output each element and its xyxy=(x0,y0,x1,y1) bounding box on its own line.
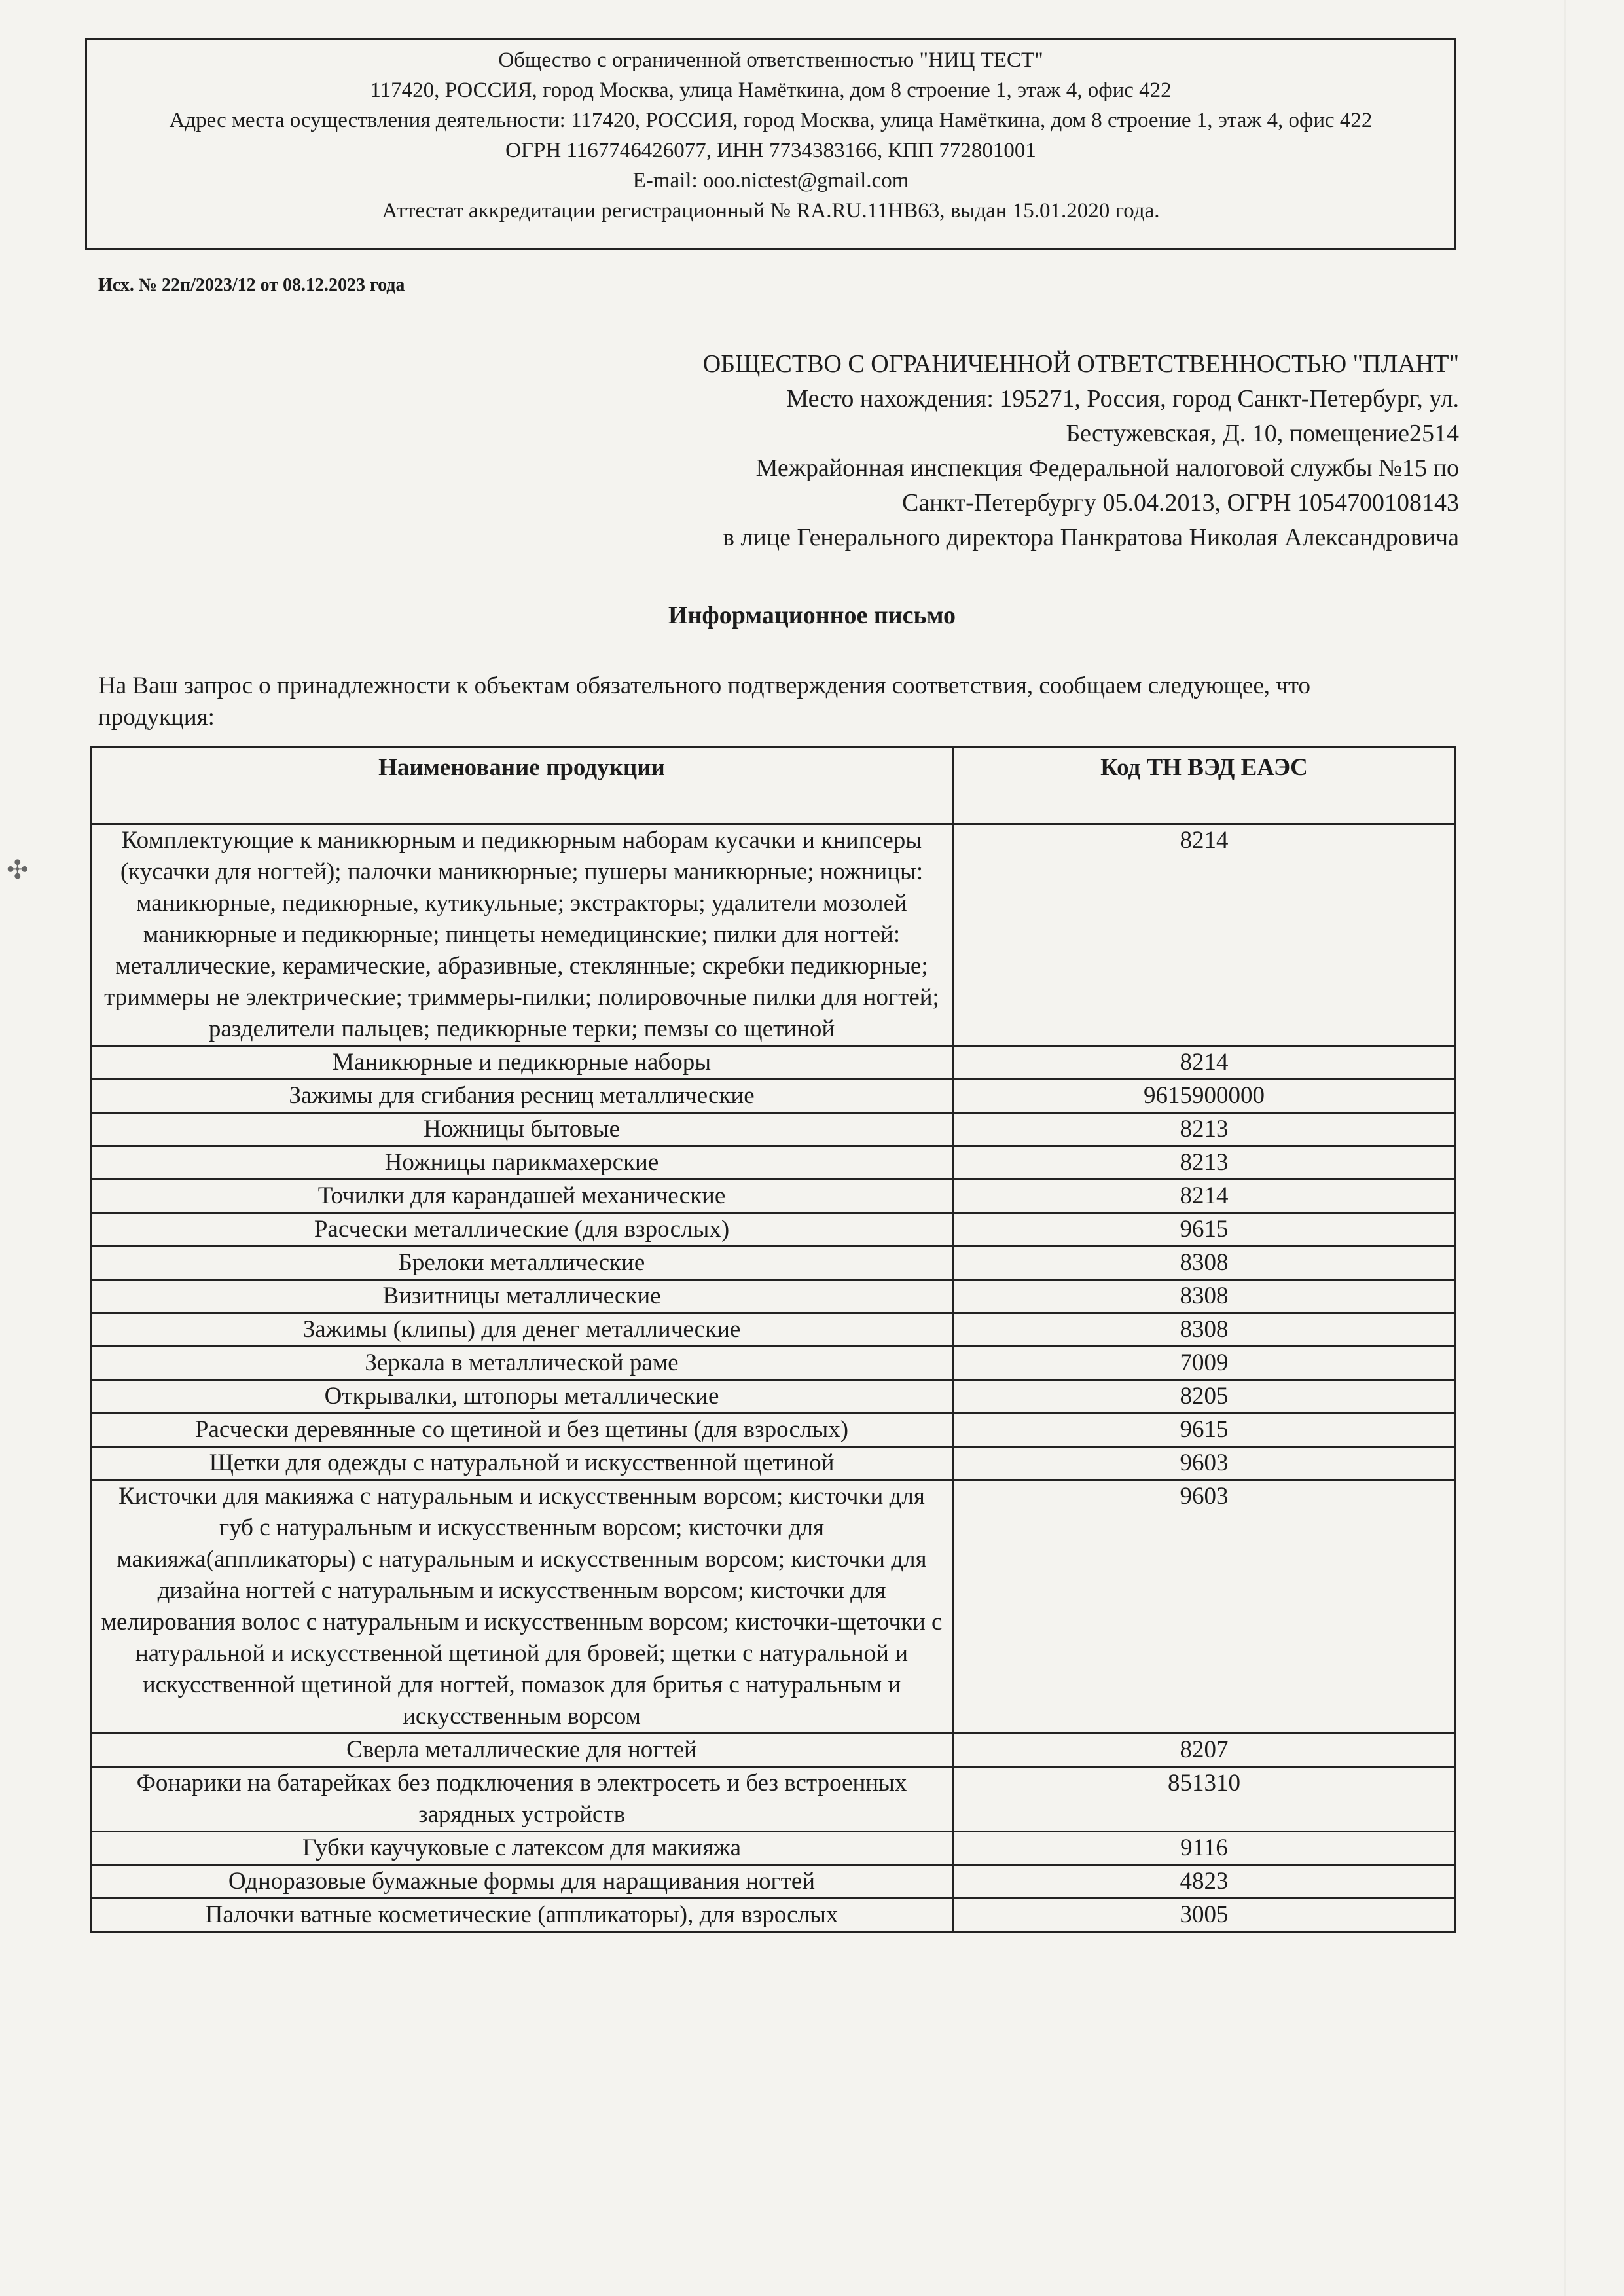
product-code-cell: 7009 xyxy=(953,1347,1456,1380)
recipient-ogrn: Санкт-Петербургу 05.04.2013, ОГРН 1054700108143 xyxy=(901,489,1459,517)
product-code-cell: 3005 xyxy=(953,1899,1456,1932)
product-code-cell: 8308 xyxy=(953,1247,1456,1280)
table-row xyxy=(91,1413,1456,1447)
table-row xyxy=(91,1380,1456,1413)
product-name-cell: Сверла металлические для ногтей xyxy=(91,1734,953,1767)
sender-email: E-mail: ooo.nictest@gmail.com xyxy=(632,169,909,192)
product-name-cell: Зажимы (клипы) для денег металлические xyxy=(91,1313,953,1347)
product-name-cell: Точилки для карандашей механические xyxy=(91,1180,953,1213)
table-row xyxy=(91,1247,1456,1280)
product-code-cell: 9615 xyxy=(953,1413,1456,1447)
product-name-cell: Комплектующие к маникюрным и педикюрным наборам кусачки и книпсеры (кусачки для ногтей); палочки маникюрные; пушеры маникюрные; ножницы: маникюрные, педикюрные, кутикульные; экстракторы; удалители мозолей маникюрные и педикюрные; пинцеты немедицинские; пилки для ногтей: металлические, керамические, абразивные, стеклянные; скребки педикюрные; триммеры не электрические; триммеры-пилки; полировочные пилки для ногтей; разделители пальцев; педикюрные терки; пемзы со щетиной xyxy=(91,824,953,1046)
product-code-cell: 9603 xyxy=(953,1480,1456,1734)
table-row xyxy=(91,1280,1456,1313)
product-code-cell: 8214 xyxy=(953,824,1456,1046)
table-row xyxy=(91,1865,1456,1899)
table-row xyxy=(91,1046,1456,1080)
table-row xyxy=(91,1146,1456,1180)
product-name-cell: Маникюрные и педикюрные наборы xyxy=(91,1046,953,1080)
recipient-name: ОБЩЕСТВО С ОГРАНИЧЕННОЙ ОТВЕТСТВЕННОСТЬЮ "ПЛАНТ" xyxy=(702,350,1459,378)
recipient-address-1: Место нахождения: 195271, Россия, город Санкт-Петербург, ул. xyxy=(786,385,1459,412)
margin-mark: ✣ xyxy=(7,855,29,884)
product-code-cell: 8308 xyxy=(953,1313,1456,1347)
sender-registration: ОГРН 1167746426077, ИНН 7734383166, КПП 772801001 xyxy=(505,139,1036,162)
recipient-block xyxy=(477,347,1459,555)
table-row xyxy=(91,1080,1456,1113)
column-header-code: Код ТН ВЭД ЕАЭС xyxy=(953,748,1456,824)
table-row xyxy=(91,1480,1456,1734)
product-code-cell: 8308 xyxy=(953,1280,1456,1313)
product-name-cell: Губки каучуковые с латексом для макияжа xyxy=(91,1832,953,1865)
table-row xyxy=(91,1899,1456,1932)
product-code-cell: 851310 xyxy=(953,1767,1456,1832)
table-row xyxy=(91,1447,1456,1480)
product-name-cell: Зажимы для сгибания ресниц металлические xyxy=(91,1080,953,1113)
product-code-cell: 4823 xyxy=(953,1865,1456,1899)
table-header-row xyxy=(91,748,1456,824)
product-name-cell: Открывалки, штопоры металлические xyxy=(91,1380,953,1413)
recipient-address-2: Бестужевская, Д. 10, помещение2514 xyxy=(1066,420,1459,447)
product-code-cell: 9116 xyxy=(953,1832,1456,1865)
product-code-cell: 8214 xyxy=(953,1180,1456,1213)
product-name-cell: Зеркала в металлической раме xyxy=(91,1347,953,1380)
product-name-cell: Брелоки металлические xyxy=(91,1247,953,1280)
product-name-cell: Фонарики на батарейках без подключения в электросеть и без встроенных зарядных устройств xyxy=(91,1767,953,1832)
product-code-cell: 8205 xyxy=(953,1380,1456,1413)
table-row xyxy=(91,1113,1456,1146)
sender-accreditation: Аттестат аккредитации регистрационный № RA.RU.11НВ63, выдан 15.01.2020 года. xyxy=(382,199,1160,223)
recipient-director: в лице Генерального директора Панкратова Николая Александровича xyxy=(723,524,1459,551)
table-row xyxy=(91,824,1456,1046)
column-header-name: Наименование продукции xyxy=(91,748,953,824)
product-code-cell: 9615900000 xyxy=(953,1080,1456,1113)
product-code-cell: 9615 xyxy=(953,1213,1456,1247)
product-name-cell: Ножницы бытовые xyxy=(91,1113,953,1146)
product-name-cell: Расчески металлические (для взрослых) xyxy=(91,1213,953,1247)
sender-letterhead xyxy=(85,38,1456,250)
product-name-cell: Ножницы парикмахерские xyxy=(91,1146,953,1180)
product-name-cell: Кисточки для макияжа с натуральным и искусственным ворсом; кисточки для губ с натуральным и искусственным ворсом; кисточки для макияжа(аппликаторы) с натуральным и искусственным ворсом; кисточки для дизайна ногтей с натуральным и искусственным ворсом; кисточки для мелирования волос с натуральным и искусственным ворсом; кисточки-щеточки с натуральной и искусственной щетиной для бровей; щетки с натуральной и искусственной щетиной для ногтей, помазок для бритья с натуральным и искусственным ворсом xyxy=(91,1480,953,1734)
product-name-cell: Одноразовые бумажные формы для наращивания ногтей xyxy=(91,1865,953,1899)
sender-activity-address: Адрес места осуществления деятельности: 117420, РОССИЯ, город Москва, улица Намёткина, дом 8 строение 1, этаж 4, офис 422 xyxy=(169,109,1373,132)
product-code-cell: 8214 xyxy=(953,1046,1456,1080)
letter-title: Информационное письмо xyxy=(668,602,956,629)
product-code-cell: 9603 xyxy=(953,1447,1456,1480)
product-code-cell: 8213 xyxy=(953,1146,1456,1180)
table-row xyxy=(91,1832,1456,1865)
scan-edge-line xyxy=(1564,0,1566,2296)
sender-name: Общество с ограниченной ответственностью "НИЦ ТЕСТ" xyxy=(498,48,1043,72)
sender-address: 117420, РОССИЯ, город Москва, улица Намёткина, дом 8 строение 1, этаж 4, офис 422 xyxy=(370,79,1172,102)
outgoing-reference: Исх. № 22п/2023/12 от 08.12.2023 года xyxy=(98,275,405,295)
table-row xyxy=(91,1180,1456,1213)
products-table xyxy=(90,746,1456,1933)
product-code-cell: 8213 xyxy=(953,1113,1456,1146)
intro-paragraph: На Ваш запрос о принадлежности к объектам обязательного подтверждения соответствия, сообщаем следующее, что продукция: xyxy=(98,672,1311,731)
table-row xyxy=(91,1734,1456,1767)
product-name-cell: Палочки ватные косметические (аппликаторы), для взрослых xyxy=(91,1899,953,1932)
table-row xyxy=(91,1347,1456,1380)
product-code-cell: 8207 xyxy=(953,1734,1456,1767)
product-name-cell: Визитницы металлические xyxy=(91,1280,953,1313)
table-row xyxy=(91,1313,1456,1347)
product-name-cell: Расчески деревянные со щетиной и без щетины (для взрослых) xyxy=(91,1413,953,1447)
recipient-tax-office: Межрайонная инспекция Федеральной налоговой службы №15 по xyxy=(755,454,1459,482)
table-row xyxy=(91,1767,1456,1832)
table-row xyxy=(91,1213,1456,1247)
product-name-cell: Щетки для одежды с натуральной и искусственной щетиной xyxy=(91,1447,953,1480)
